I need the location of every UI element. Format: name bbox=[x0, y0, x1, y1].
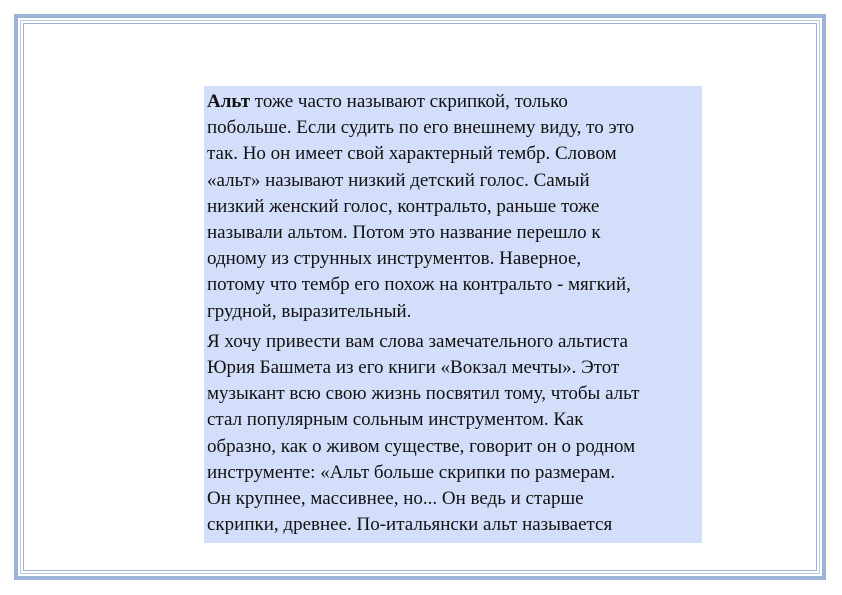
text-line: скрипки, древнее. По-итальянски альт называется bbox=[207, 514, 613, 536]
text-line: грудной, выразительный. bbox=[207, 300, 412, 322]
paragraph-2 bbox=[207, 329, 699, 539]
text-line: Юрия Башмета из его книги «Вокзал мечты». Этот bbox=[207, 357, 620, 379]
text-line: инструменте: «Альт больше скрипки по размерам. bbox=[207, 461, 616, 483]
text-line: Он крупнее, массивнее, но... Он ведь и старше bbox=[207, 488, 584, 510]
text-line-rest: тоже часто называют скрипкой, только bbox=[250, 91, 568, 112]
text-box bbox=[204, 86, 702, 543]
bold-term: Альт bbox=[207, 91, 251, 112]
text-line: «альт» называют низкий детский голос. Самый bbox=[207, 169, 590, 191]
text-line bbox=[207, 89, 699, 115]
text-line: музыкант всю свою жизнь посвятил тому, чтобы альт bbox=[207, 383, 640, 405]
text-line: стал популярным сольным инструментом. Как bbox=[207, 409, 584, 431]
text-line: называли альтом. Потом это название перешло к bbox=[207, 222, 601, 244]
text-line: одному из струнных инструментов. Наверное, bbox=[207, 248, 582, 270]
text-line: Я хочу привести вам слова замечательного альтиста bbox=[207, 330, 628, 352]
text-line: образно, как о живом существе, говорит он о родном bbox=[207, 435, 636, 457]
text-line: потому что тембр его похож на контральто - мягкий, bbox=[207, 274, 631, 296]
paragraph-1 bbox=[207, 89, 699, 325]
text-line: побольше. Если судить по его внешнему виду, то это bbox=[207, 117, 635, 139]
text-line: так. Но он имеет свой характерный тембр. Словом bbox=[207, 143, 617, 165]
text-line: низкий женский голос, контральто, раньше тоже bbox=[207, 195, 600, 217]
